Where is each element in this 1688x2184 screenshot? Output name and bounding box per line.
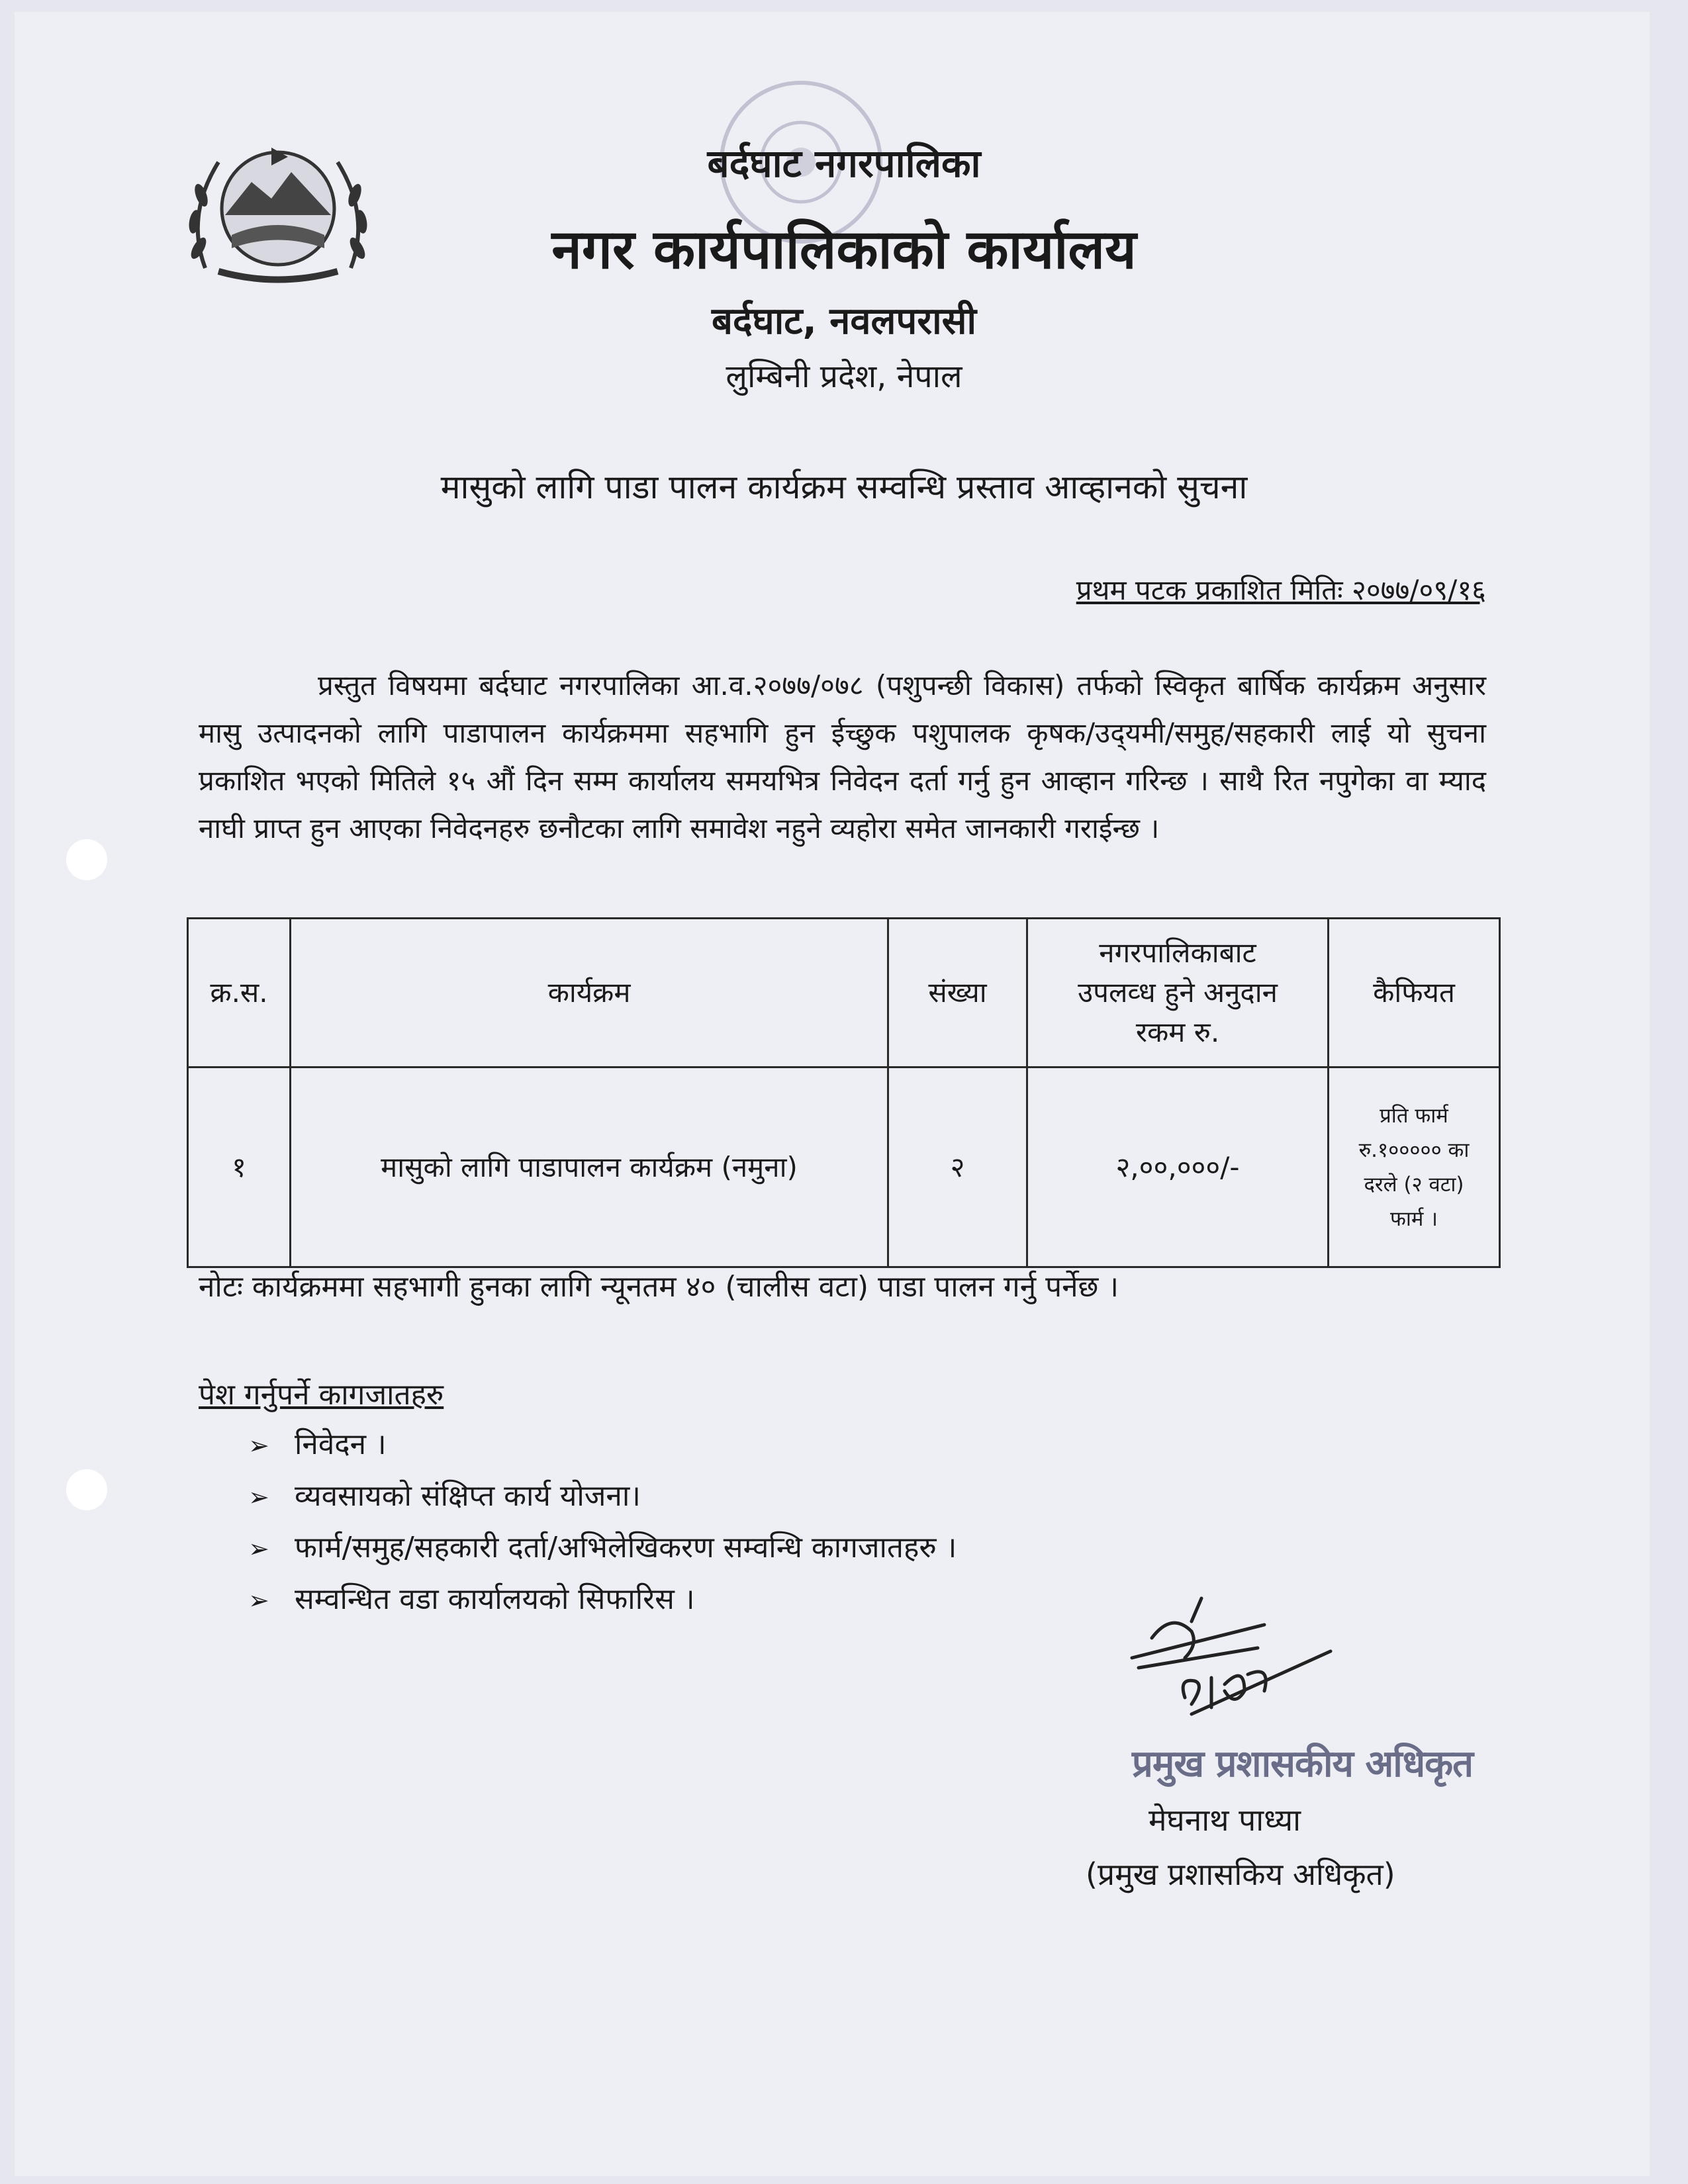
municipality-name: बर्दघाट नगरपालिका bbox=[707, 141, 981, 186]
punch-hole-top bbox=[66, 839, 107, 880]
remarks-line2: रु.१००००० का bbox=[1358, 1138, 1470, 1162]
publish-date: प्रथम पटक प्रकाशित मितिः २०७७/०९/१६ bbox=[1076, 574, 1486, 606]
arrow-bullet-icon: ➢ bbox=[248, 1586, 269, 1615]
header-sn: क्र.स. bbox=[188, 919, 291, 1068]
handwritten-signature-icon bbox=[1112, 1585, 1350, 1751]
list-item bbox=[248, 1475, 957, 1526]
office-location: बर्दघाट, नवलपरासी bbox=[711, 300, 977, 343]
arrow-bullet-icon: ➢ bbox=[248, 1431, 269, 1460]
header-count: संख्या bbox=[888, 919, 1027, 1068]
arrow-bullet-icon: ➢ bbox=[248, 1482, 269, 1512]
note-text: नोटः कार्यक्रममा सहभागी हुनका लागि न्यूनतम ४० (चालीस वटा) पाडा पालन गर्नु पर्नेछ । bbox=[199, 1270, 1119, 1304]
header-grant-line3: रकम रु. bbox=[1135, 1016, 1220, 1048]
remarks-line3: दरले (२ वटा) bbox=[1364, 1172, 1464, 1197]
remarks-line4: फार्म । bbox=[1389, 1206, 1438, 1231]
list-item-text: फार्म/समुह/सहकारी दर्ता/अभिलेखिकरण सम्वन्धि कागजातहरु । bbox=[295, 1531, 957, 1565]
header-remarks: कैफियत bbox=[1329, 919, 1500, 1068]
list-item-text: सम्वन्धित वडा कार्यालयको सिफारिस । bbox=[295, 1582, 695, 1616]
table-row bbox=[188, 1068, 1500, 1267]
office-name: नगर कार्यपालिकाको कार्यालय bbox=[551, 218, 1137, 281]
list-item-text: निवेदन । bbox=[295, 1428, 387, 1461]
documents-title: पेश गर्नुपर्ने कागजातहरु bbox=[199, 1378, 444, 1412]
list-item bbox=[248, 1578, 957, 1629]
cell-count: २ bbox=[888, 1068, 1027, 1267]
cell-program: मासुको लागि पाडापालन कार्यक्रम (नमुना) bbox=[291, 1068, 888, 1267]
header-grant-line1: नगरपालिकाबाट bbox=[1099, 936, 1256, 969]
signatory-name: मेघनाथ पाध्या bbox=[1149, 1802, 1301, 1838]
cell-amount: २,००,०००/- bbox=[1027, 1068, 1329, 1267]
list-item bbox=[248, 1526, 957, 1578]
cell-sn: १ bbox=[188, 1068, 291, 1267]
header-program: कार्यक्रम bbox=[291, 919, 888, 1068]
header-grant-line2: उपलव्ध हुने अनुदान bbox=[1078, 976, 1278, 1009]
program-table bbox=[187, 917, 1501, 1268]
header-grant bbox=[1027, 919, 1329, 1068]
province-country: लुम्बिनी प्रदेश, नेपाल bbox=[726, 358, 962, 395]
notice-body: प्रस्तुत विषयमा बर्दघाट नगरपालिका आ.व.२०७७/०७८ (पशुपन्छी विकास) तर्फको स्विकृत बार्षिक कार्यक्रम अनुसार मासु उत्पादनको लागि पाडापालन कार्यक्रममा सहभागि हुन ईच्छुक पशुपालक कृषक/उद्‌यमी/समुह/सहकारी लाई यो सुचना प्रकाशित भएको मितिले १५ औं दिन सम्म कार्यालय समयभित्र निवेदन दर्ता गर्नु हुन आव्हान गरिन्छ । साथै रित नपुगेका वा म्याद नाघी प्राप्त हुन आएका निवेदनहरु छनौटका लागि समावेश नहुने व्यहोरा समेत जानकारी गराईन्छ । bbox=[199, 669, 1486, 844]
signatory-title: (प्रमुख प्रशासकिय अधिकृत) bbox=[1086, 1856, 1395, 1892]
remarks-line1: प्रति फार्म bbox=[1380, 1103, 1448, 1128]
documents-list bbox=[248, 1423, 957, 1629]
signatory-stamp-title: प्रमुख प्रशासकीय अधिकृत bbox=[1132, 1743, 1474, 1786]
table-header-row bbox=[188, 919, 1500, 1068]
notice-subject: मासुको लागि पाडा पालन कार्यक्रम सम्वन्धि प्रस्ताव आव्हानको सुचना bbox=[440, 468, 1248, 506]
list-item-text: व्यवसायको संक्षिप्त कार्य योजना। bbox=[295, 1479, 641, 1513]
arrow-bullet-icon: ➢ bbox=[248, 1534, 269, 1563]
list-item bbox=[248, 1423, 957, 1475]
cell-remarks bbox=[1329, 1068, 1500, 1267]
punch-hole-bottom bbox=[66, 1469, 107, 1510]
